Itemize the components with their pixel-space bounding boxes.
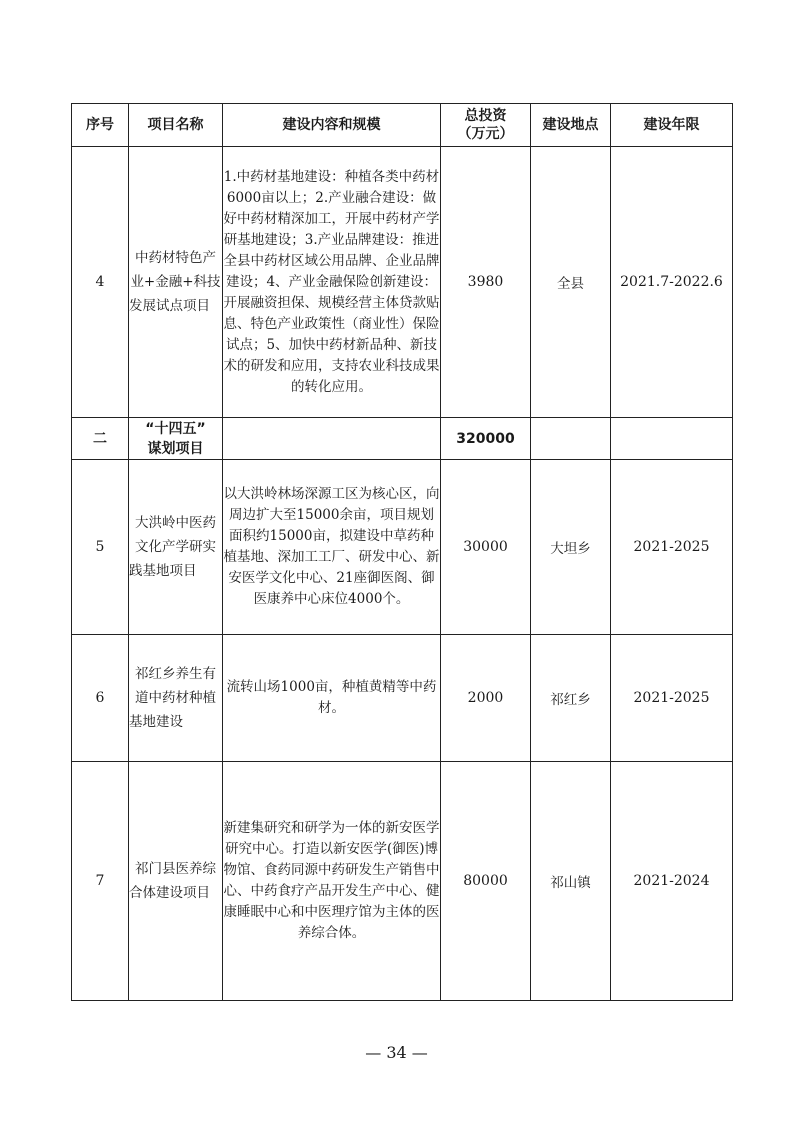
project-table [71,103,733,1001]
header-location: 建设地点 [531,104,611,147]
section-name [129,418,223,460]
row-content: 以大洪岭林场深源工区为核心区，向周边扩大至15000余亩，项目规划面积约15000亩，拟建设中草药种植基地、深加工工厂、研发中心、新安医学文化中心、21座御医阁、御医康养中心床位4000个。 [223,460,441,635]
row-period: 2021-2025 [611,460,733,635]
section-period [611,418,733,460]
section-name-line1: “十四五” [145,420,206,437]
row-location: 祁山镇 [531,762,611,1001]
row-investment: 80000 [441,762,531,1001]
table-row [72,147,733,418]
row-name: 祁门县医养综合体建设项目 [129,762,223,1001]
header-content: 建设内容和规模 [223,104,441,147]
table-row [72,635,733,762]
row-period: 2021-2024 [611,762,733,1001]
table-row [72,762,733,1001]
row-name: 祁红乡养生有道中药材种植基地建设 [129,635,223,762]
row-content: 1.中药材基地建设：种植各类中药材6000亩以上；2.产业融合建设：做好中药材精深加工，开展中药材产学研基地建设；3.产业品牌建设：推进全县中药材区域公用品牌、企业品牌建设；4、产业金融保险创新建设：开展融资担保、规模经营主体贷款贴息、特色产业政策性（商业性）保险试点；5、加快中药材新品种、新技术的研发和应用，支持农业科技成果的转化应用。 [223,147,441,418]
row-index: 6 [72,635,129,762]
row-location: 大坦乡 [531,460,611,635]
section-content [223,418,441,460]
row-name: 中药材特色产业+金融+科技发展试点项目 [129,147,223,418]
section-name-line2: 谋划项目 [147,440,204,457]
table-row [72,460,733,635]
header-index: 序号 [72,104,129,147]
row-investment: 3980 [441,147,531,418]
section-row [72,418,733,460]
header-period: 建设年限 [611,104,733,147]
row-location: 祁红乡 [531,635,611,762]
page-number: — 34 — [365,1043,428,1062]
header-investment-line2: （万元） [457,126,514,142]
row-name: 大洪岭中医药文化产学研实践基地项目 [129,460,223,635]
header-investment-line1: 总投资 [464,108,507,124]
row-content: 新建集研究和研学为一体的新安医学研究中心。打造以新安医学(御医)博物馆、食药同源中药研发生产销售中心、中药食疗产品开发生产中心、健康睡眠中心和中医理疗馆为主体的医养综合体。 [223,762,441,1001]
row-index: 7 [72,762,129,1001]
row-index: 4 [72,147,129,418]
row-location: 全县 [531,147,611,418]
row-content: 流转山场1000亩，种植黄精等中药材。 [223,635,441,762]
row-investment: 30000 [441,460,531,635]
section-location [531,418,611,460]
row-investment: 2000 [441,635,531,762]
row-period: 2021-2025 [611,635,733,762]
section-investment: 320000 [441,418,531,460]
section-index: 二 [72,418,129,460]
header-name: 项目名称 [129,104,223,147]
row-index: 5 [72,460,129,635]
table-header-row [72,104,733,147]
row-period: 2021.7-2022.6 [611,147,733,418]
header-investment [441,104,531,147]
